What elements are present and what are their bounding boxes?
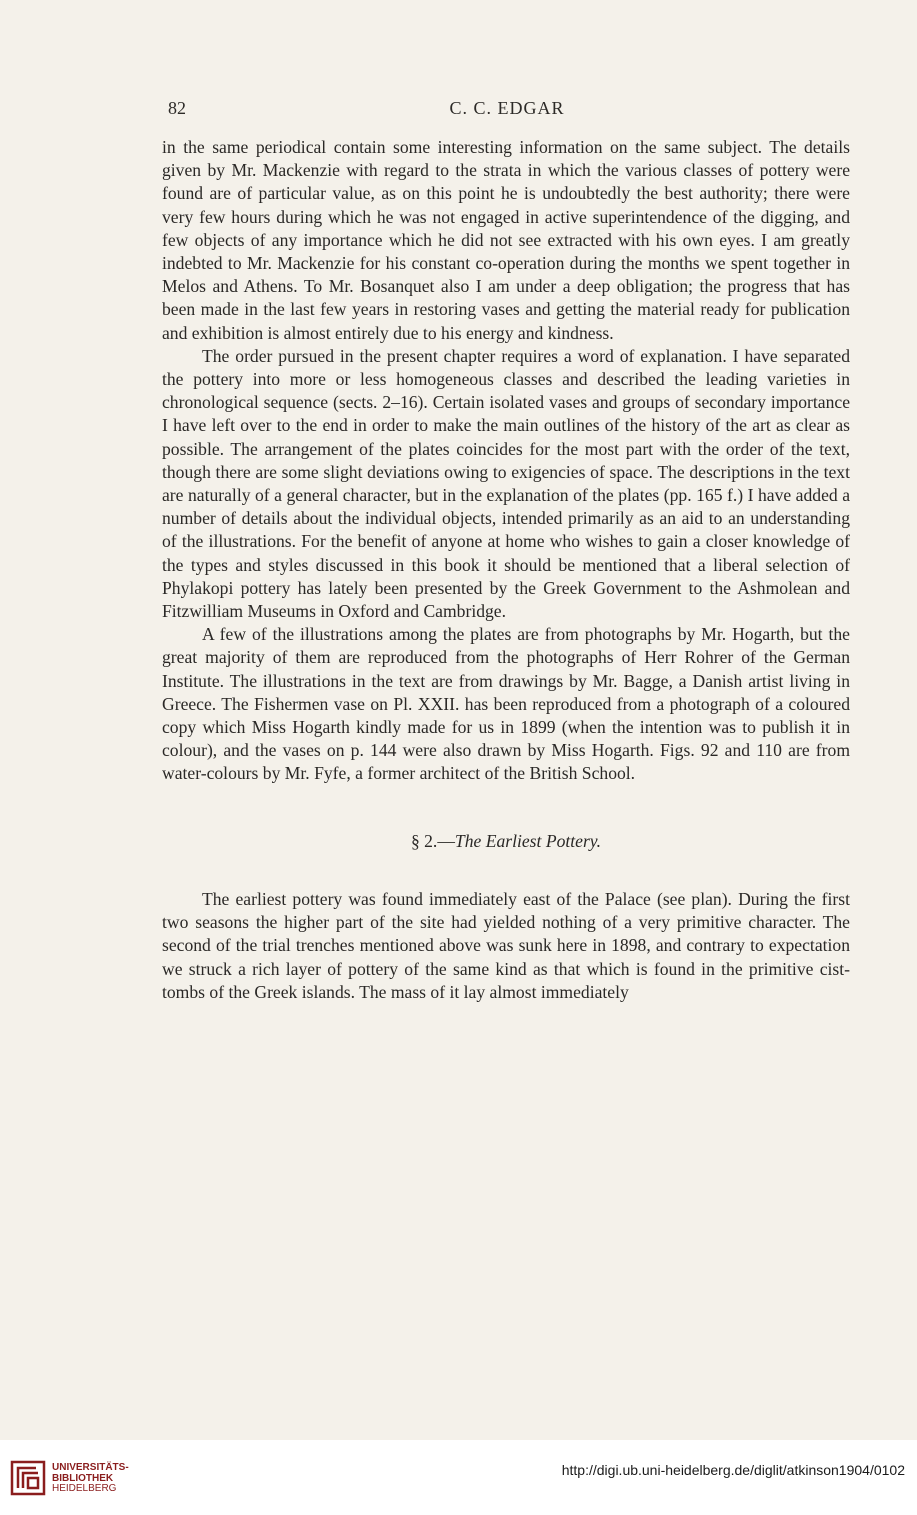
paragraph-3: A few of the illustrations among the plates are from photographs by Mr. Hogarth, but the great majority of them are reproduced from the photographs of Herr Rohrer of the German Institute. The illustrations in the text are from drawings by Mr. Bagge, a Danish artist living in Greece. The Fishermen vase on Pl. XXII. has been reproduced from a photograph of a coloured copy which Miss Hogarth kindly made for us in 1899 (when the intention was to publish it in colour), and the vases on p. 144 were also drawn by Miss Hogarth. Figs. 92 and 110 are from water-colours by Mr. Fyfe, a former architect of the British School.: [162, 624, 850, 784]
section-heading: [162, 830, 850, 853]
permalink-url[interactable]: http://digi.ub.uni-heidelberg.de/diglit/atkinson1904/0102: [561, 1462, 905, 1478]
library-line-2: BIBLIOTHEK: [52, 1472, 114, 1484]
page-header: [162, 98, 852, 124]
section-number: § 2.—: [410, 830, 455, 851]
paragraph-4: The earliest pottery was found immediately east of the Palace (see plan). During the first two seasons the higher part of the site had yielded nothing of a very primitive character. The second of the trial trenches mentioned above was sunk here in 1898, and contrary to expectation we struck a rich layer of pottery of the same kind as that which is found in the primitive cist-tombs of the Greek islands. The mass of it lay almost immediately: [162, 888, 850, 1002]
paragraph-1: in the same periodical contain some interesting information on the same subject. The details given by Mr. Mackenzie with regard to the strata in which the various classes of pottery were found are of particular value, as on this point he is undoubtedly the best authority; there were very few hours during which he was not engaged in active superintendence of the digging, and few objects of any importance which he did not see extracted with his own eyes. I am greatly indebted to Mr. Mackenzie for his constant co-operation during the months we spent together in Melos and Athens. To Mr. Bosanquet also I am under a deep obligation; the progress that has been made in the last few years in restoring vases and getting the material ready for publication and exhibition is almost entirely due to his energy and kindness.: [162, 137, 850, 343]
page-number: 82: [168, 98, 186, 118]
library-line-3: HEIDELBERG: [52, 1483, 117, 1494]
running-head: C. C. EDGAR: [449, 98, 565, 118]
footer-bar: [0, 1440, 917, 1515]
library-line-1: UNIVERSITÄTS-: [52, 1462, 129, 1473]
library-name: [52, 1463, 129, 1495]
paragraph-2: The order pursued in the present chapter requires a word of explanation. I have separated the pottery into more or less homogeneous classes and described the leading varieties in chronological sequence (sects. 2–16). Certain isolated vases and groups of secondary importance I have left over to the end in order to make the main outlines of the history of the art as clear as possible. The arrangement of the plates coincides for the most part with the order of the text, though there are some slight deviations owing to exigencies of space. The descriptions in the text are naturally of a general character, but in the explanation of the plates (pp. 165 f.) I have added a number of details about the individual objects, intended primarily as an aid to an understanding of the illustrations. For the benefit of anyone at home who wishes to gain a closer knowledge of the types and styles discussed in this book it should be mentioned that a liberal selection of Phylakopi pottery has lately been presented by the Greek Government to the Ashmolean and Fitzwilliam Museums in Oxford and Cambridge.: [162, 345, 850, 622]
body-text: [162, 136, 850, 1004]
section-title: The Earliest Pottery.: [454, 830, 602, 851]
heidelberg-library-logo-icon: [8, 1458, 48, 1498]
